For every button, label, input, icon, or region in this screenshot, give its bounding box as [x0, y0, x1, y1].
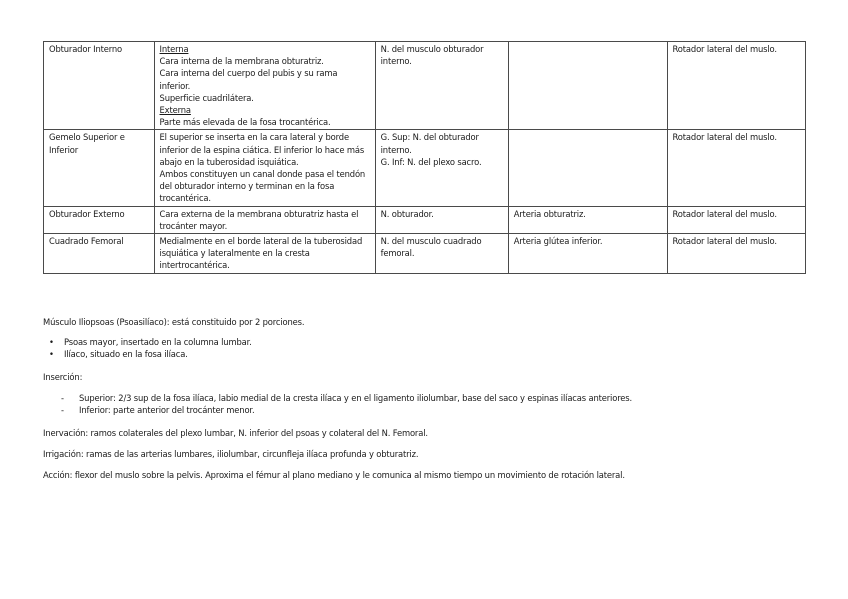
artery-cell: Arteria glútea inferior.: [508, 234, 667, 274]
list-item: - Superior: 2/3 sup de la fosa ilíaca, labio medial de la cresta ilíaca y en el ligamento iliolumbar, base del saco y espinas ilíacas anteriores.: [43, 392, 632, 404]
origin-line: Superficie cuadrilátera.: [159, 92, 254, 103]
origin-line: Parte más elevada de la fosa trocantérica.: [159, 117, 331, 128]
action-text: Acción: flexor del muslo sobre la pelvis. Aproxima el fémur al plano mediano y le comunica al mismo tiempo un movimiento de rotación lateral.: [43, 470, 625, 480]
origin-subheading: Interna: [159, 44, 189, 54]
irrigation-text: Irrigación: ramas de las arterias lumbares, iliolumbar, circunfleja ilíaca profunda y obturatriz.: [43, 449, 419, 459]
origin-cell: [154, 42, 375, 130]
origin-line: Cara externa de la membrana obturatriz hasta el trocánter mayor.: [159, 208, 359, 231]
artery-cell: [508, 42, 667, 130]
nerve-cell: N. del musculo cuadrado femoral.: [375, 234, 508, 274]
action-cell: Rotador lateral del muslo.: [667, 42, 805, 130]
artery-cell: Arteria obturatriz.: [508, 206, 667, 233]
origin-cell: [154, 130, 375, 206]
muscle-name-cell: Obturador Externo: [44, 206, 155, 233]
muscle-name-cell: Gemelo Superior e Inferior: [44, 130, 155, 206]
nerve-line: G. Inf: N. del plexo sacro.: [380, 156, 482, 167]
action-cell: Rotador lateral del muslo.: [667, 234, 805, 274]
nerve-cell: [375, 130, 508, 206]
nerve-cell: N. del musculo obturador interno.: [375, 42, 508, 130]
origin-line: Cara interna del cuerpo del pubis y su rama inferior.: [159, 68, 338, 91]
artery-cell: [508, 130, 667, 206]
origin-line: El superior se inserta en la cara lateral y borde inferior de la espina ciática. El inferior lo hace más abajo en la tuberosidad isquiática.: [159, 132, 365, 167]
origin-cell: [154, 234, 375, 274]
muscle-name-cell: Obturador Interno: [44, 42, 155, 130]
table-row: [44, 206, 806, 233]
nerve-line: G. Sup: N. del obturador interno.: [380, 132, 479, 155]
list-item: • Psoas mayor, insertado en la columna lumbar.: [43, 336, 252, 348]
insertion-list: [43, 392, 632, 416]
iliopsoas-intro: Músculo Iliopsoas (Psoasilíaco): está constituido por 2 porciones.: [43, 317, 305, 327]
origin-line: Cara interna de la membrana obturatriz.: [159, 56, 324, 67]
action-cell: Rotador lateral del muslo.: [667, 130, 805, 206]
portions-list: [43, 336, 252, 360]
action-cell: Rotador lateral del muslo.: [667, 206, 805, 233]
origin-cell: [154, 206, 375, 233]
origin-subheading: Externa: [159, 105, 191, 116]
muscle-table: [43, 41, 806, 274]
innervation-text: Inervación: ramos colaterales del plexo lumbar, N. inferior del psoas y colateral del N. Femoral.: [43, 428, 428, 438]
nerve-cell: N. obturador.: [375, 206, 508, 233]
table-row: [44, 234, 806, 274]
origin-line: Ambos constituyen un canal donde pasa el tendón del obturador interno y terminan en la fosa trocantérica.: [159, 169, 366, 204]
list-item: - Inferior: parte anterior del trocánter menor.: [43, 404, 632, 416]
table-row: [44, 130, 806, 206]
table-row: [44, 42, 806, 130]
origin-line: Medialmente en el borde lateral de la tuberosidad isquiática y lateralmente en la cresta intertrocantérica.: [159, 236, 363, 271]
muscle-name-cell: Cuadrado Femoral: [44, 234, 155, 274]
list-item: • Ilíaco, situado en la fosa ilíaca.: [43, 348, 252, 360]
insertion-label: Inserción:: [43, 372, 83, 382]
